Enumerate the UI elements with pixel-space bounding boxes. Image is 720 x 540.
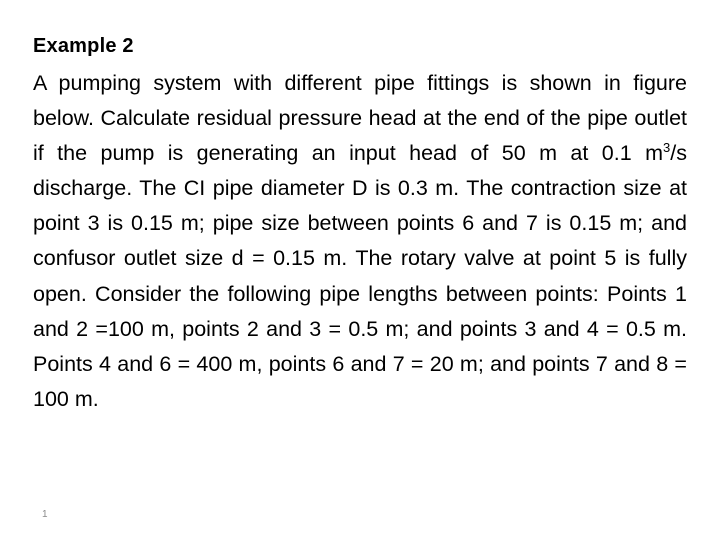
problem-statement [33, 66, 687, 417]
page-number: 1 [42, 509, 48, 520]
problem-text-part-1: A pumping system with different pipe fittings is shown in figure below. Calculate residual pressure head at the end of the pipe outlet if the pump is generating an input head of 50 m at 0.1 m [33, 71, 687, 166]
slide-heading: Example 2 [33, 35, 134, 57]
cubic-superscript: 3 [663, 140, 671, 156]
problem-text-part-2: /s discharge. The CI pipe diameter D is 0.3 m. The contraction size at point 3 is 0.15 m; pipe size between points 6 and 7 is 0.15 m; and confusor outlet size d = 0.15 m. The rotary valve at point 5 is fully open. Consider the following pipe lengths between points: Points 1 and 2 =100 m, points 2 and 3 = 0.5 m; and points 3 and 4 = 0.5 m. Points 4 and 6 = 400 m, points 6 and 7 = 20 m; and points 7 and 8 = 100 m. [33, 141, 687, 411]
